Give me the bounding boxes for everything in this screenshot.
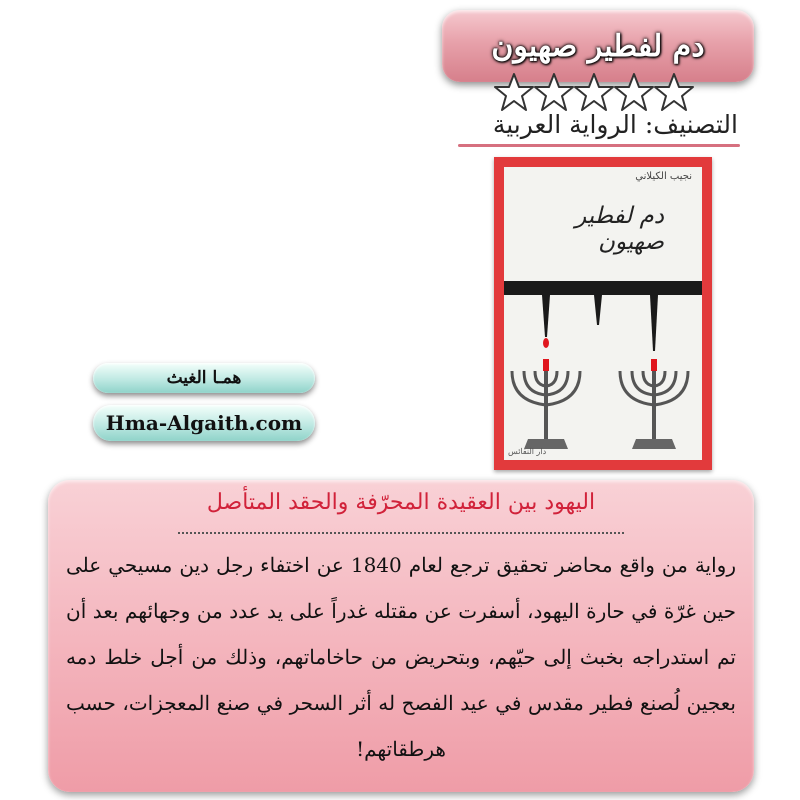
cover-spike — [650, 295, 658, 351]
star-outline-icon — [494, 72, 534, 112]
description-body: رواية من واقع محاضر تحقيق ترجع لعام 1840 عن اختفاء رجل دين مسيحي على حين غرّة في حارة اليهود، أسفرت عن مقتله غدراً على يد عدد من وجهائهم بعد أن تم استدراجه بخبث إلى حيّهم، وبتحريض من حاخاماتهم، وذلك من أجل خلط دمه بعجين لُصنع فطير مقدس في عيد الفصح له أثر السحر في صنع المعجزات، حسب هرطقاتهم! — [66, 553, 736, 761]
category-label: التصنيف: الرواية العربية — [492, 110, 738, 139]
website-link[interactable]: Hma-Algaith.com — [105, 411, 303, 435]
menorah-left-icon — [512, 359, 580, 449]
dotted-divider — [178, 532, 624, 534]
star-outline-icon — [654, 72, 694, 112]
star-outline-icon — [574, 72, 614, 112]
cover-spike — [594, 295, 602, 325]
website-pill[interactable] — [93, 405, 315, 441]
menorah-right-icon — [620, 359, 688, 449]
category-underline — [458, 144, 740, 147]
book-cover-title: دم لفطير صهيون — [575, 203, 664, 255]
cover-spike — [542, 295, 550, 337]
book-cover — [494, 157, 712, 470]
book-cover-panel — [504, 167, 702, 460]
rating-stars — [494, 72, 694, 112]
cover-black-bar — [504, 281, 702, 295]
description-box — [48, 480, 754, 792]
star-outline-icon — [614, 72, 654, 112]
description-heading: اليهود بين العقيدة المحرّفة والحقد المتأصل — [206, 490, 596, 515]
book-title-heading: دم لفطير صهيون — [491, 28, 705, 64]
author-name-pill — [93, 363, 315, 393]
author-name: همـا الغيث — [166, 368, 242, 388]
book-cover-author: نجيب الكيلاني — [635, 171, 692, 182]
blood-drop — [543, 338, 549, 348]
star-outline-icon — [534, 72, 574, 112]
book-cover-publisher: دار النفائس — [508, 447, 547, 456]
